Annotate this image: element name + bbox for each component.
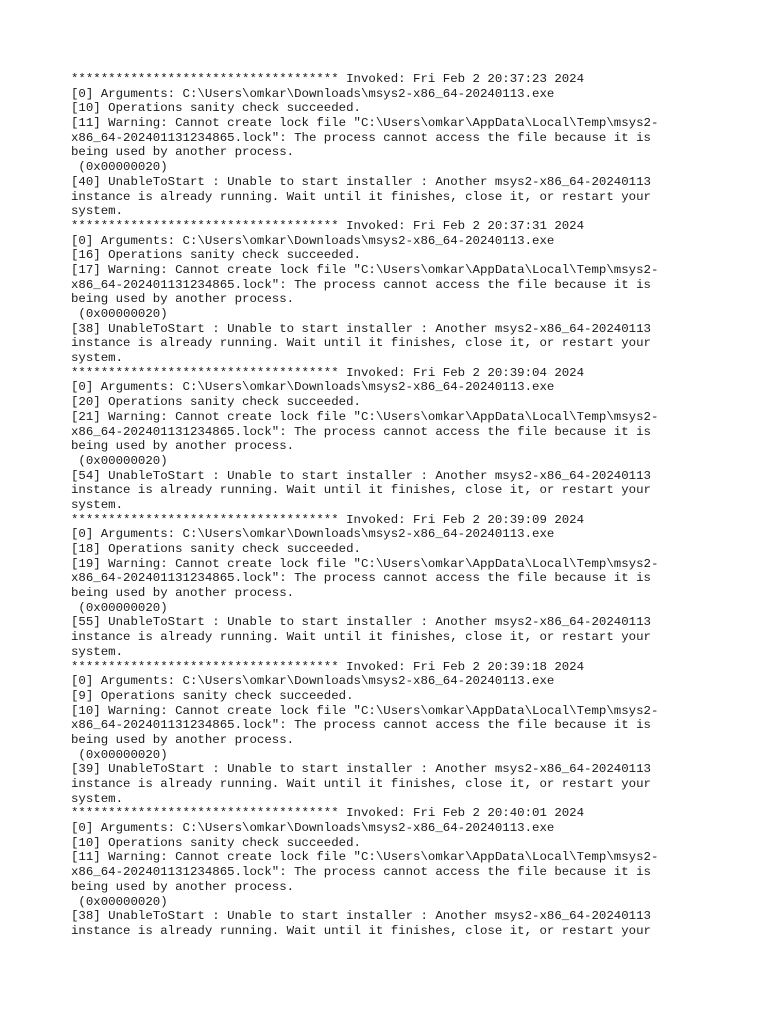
log-line: [0] Arguments: C:\Users\omkar\Downloads\msys2-x86_64-20240113.exe [71,821,555,836]
log-line: (0x00000020) [71,747,168,762]
log-line: (0x00000020) [71,307,168,321]
log-line: x86_64-202401131234865.lock": The process cannot access the file because it is [71,130,651,145]
log-line: [18] Operations sanity check succeeded. [71,542,361,556]
log-line: [10] Operations sanity check succeeded. [71,101,361,116]
log-line: instance is already running. Wait until it finishes, close it, or restart your [71,189,651,204]
log-line: [11] Warning: Cannot create lock file "C:\Users\omkar\AppData\Local\Temp\msys2- [71,116,659,131]
log-line: [0] Arguments: C:\Users\omkar\Downloads\msys2-x86_64-20240113.exe [71,86,555,101]
log-line: [9] Operations sanity check succeeded. [71,688,354,703]
log-line: ************************************ Invoked: Fri Feb 2 20:37:23 2024 [71,72,585,86]
log-line: system. [71,351,124,366]
log-line: system. [71,791,124,806]
log-line: system. [71,497,124,512]
log-line: being used by another process. [71,732,295,747]
log-line: [0] Arguments: C:\Users\omkar\Downloads\msys2-x86_64-20240113.exe [71,674,555,689]
log-line: [0] Arguments: C:\Users\omkar\Downloads\msys2-x86_64-20240113.exe [71,527,555,542]
log-line: [54] UnableToStart : Unable to start installer : Another msys2-x86_64-20240113 [71,468,651,483]
log-line: [0] Arguments: C:\Users\omkar\Downloads\msys2-x86_64-20240113.exe [71,233,555,248]
log-line: (0x00000020) [71,600,168,615]
log-line: (0x00000020) [71,894,168,909]
log-line: [17] Warning: Cannot create lock file "C:\Users\omkar\AppData\Local\Temp\msys2- [71,262,659,277]
log-line: system. [71,204,124,219]
log-line: [10] Warning: Cannot create lock file "C:\Users\omkar\AppData\Local\Temp\msys2- [71,703,659,718]
log-line: ************************************ Invoked: Fri Feb 2 20:39:04 2024 [71,365,585,380]
log-line: [55] UnableToStart : Unable to start installer : Another msys2-x86_64-20240113 [71,615,651,630]
log-line: x86_64-202401131234865.lock": The process cannot access the file because it is [71,865,651,880]
log-line: [20] Operations sanity check succeeded. [71,395,361,410]
log-line: being used by another process. [71,879,295,894]
log-line: instance is already running. Wait until it finishes, close it, or restart your [71,777,651,791]
log-document [71,72,691,939]
log-line: [21] Warning: Cannot create lock file "C:\Users\omkar\AppData\Local\Temp\msys2- [71,409,659,424]
log-line: [38] UnableToStart : Unable to start installer : Another msys2-x86_64-20240113 [71,909,651,924]
log-line: [11] Warning: Cannot create lock file "C:\Users\omkar\AppData\Local\Temp\msys2- [71,850,659,865]
log-line: being used by another process. [71,145,295,160]
log-line: ************************************ Invoked: Fri Feb 2 20:39:09 2024 [71,512,585,527]
log-line: instance is already running. Wait until it finishes, close it, or restart your [71,630,651,645]
log-line: (0x00000020) [71,453,168,468]
log-line: x86_64-202401131234865.lock": The process cannot access the file because it is [71,718,651,733]
log-line: x86_64-202401131234865.lock": The process cannot access the file because it is [71,424,651,439]
log-line: being used by another process. [71,292,295,307]
log-line: ************************************ Invoked: Fri Feb 2 20:39:18 2024 [71,659,585,674]
log-line: (0x00000020) [71,160,168,175]
log-line: ************************************ Invoked: Fri Feb 2 20:37:31 2024 [71,218,585,233]
log-line: x86_64-202401131234865.lock": The process cannot access the file because it is [71,277,651,292]
log-line: system. [71,644,124,659]
log-line: ************************************ Invoked: Fri Feb 2 20:40:01 2024 [71,806,585,821]
log-line: [19] Warning: Cannot create lock file "C:\Users\omkar\AppData\Local\Temp\msys2- [71,556,659,571]
log-line: [39] UnableToStart : Unable to start installer : Another msys2-x86_64-20240113 [71,762,651,777]
log-line: [16] Operations sanity check succeeded. [71,248,361,263]
log-line: being used by another process. [71,586,295,601]
log-line: [40] UnableToStart : Unable to start installer : Another msys2-x86_64-20240113 [71,174,651,189]
log-line: instance is already running. Wait until it finishes, close it, or restart your [71,483,651,498]
log-line: instance is already running. Wait until it finishes, close it, or restart your [71,923,651,938]
log-line: [0] Arguments: C:\Users\omkar\Downloads\msys2-x86_64-20240113.exe [71,380,555,395]
log-line: [10] Operations sanity check succeeded. [71,835,361,850]
log-line: being used by another process. [71,439,295,454]
log-line: x86_64-202401131234865.lock": The process cannot access the file because it is [71,571,651,586]
log-line: instance is already running. Wait until it finishes, close it, or restart your [71,336,651,351]
log-line: [38] UnableToStart : Unable to start installer : Another msys2-x86_64-20240113 [71,321,651,336]
